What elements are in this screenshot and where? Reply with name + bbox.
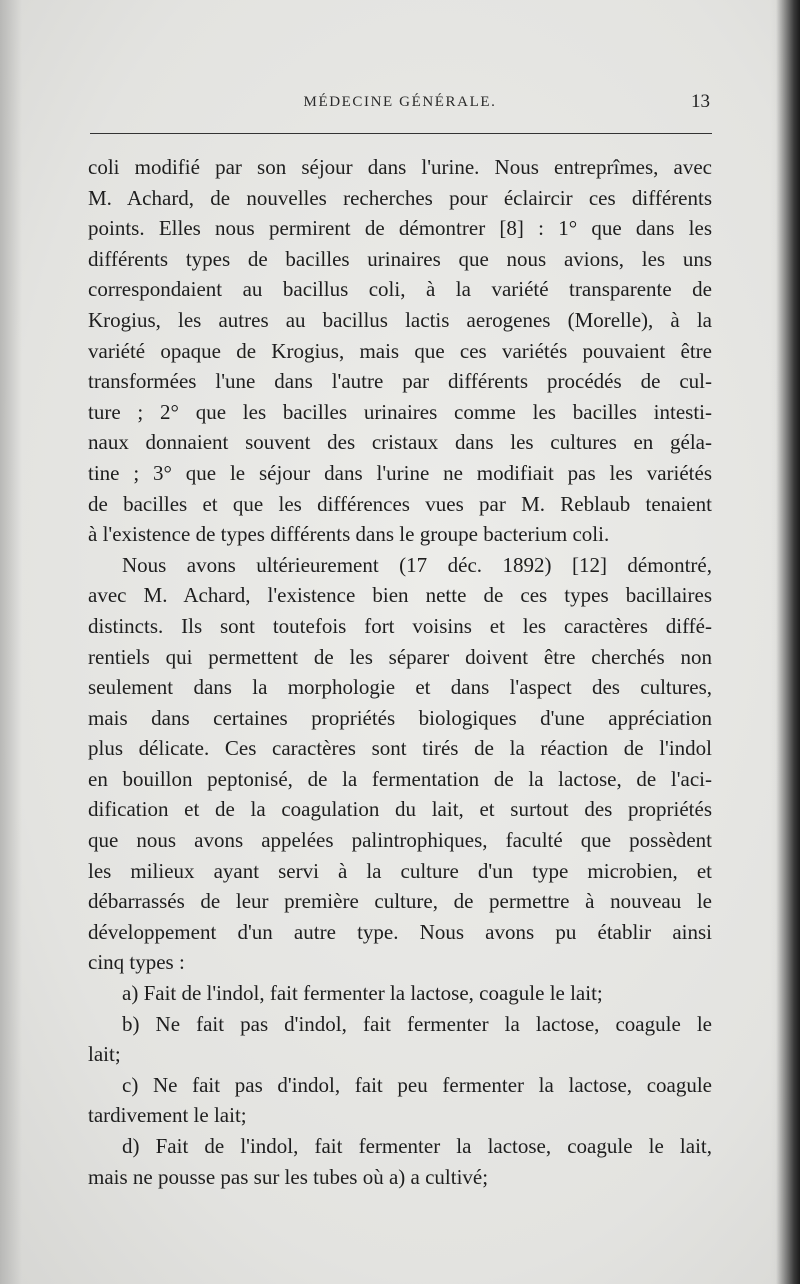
text-line: Nous avons ultérieurement (17 déc. 1892) [12] démontré,: [122, 552, 712, 577]
list-item-d: [88, 1131, 712, 1192]
list-item-a: [88, 978, 712, 1009]
text-line: en bouillon peptonisé, de la fermentation de la lactose, de l'aci-: [88, 766, 712, 791]
text-line: avec M. Achard, l'existence bien nette de ces types bacillaires: [88, 583, 712, 608]
text-line: transformées l'une dans l'autre par différents procédés de cul-: [88, 369, 712, 394]
text-line: variété opaque de Krogius, mais que ces variétés pouvaient être: [88, 338, 712, 363]
header-rule: [90, 133, 712, 134]
text-line: seulement dans la morphologie et dans l'aspect des cultures,: [88, 675, 712, 700]
text-line: à l'existence de types différents dans le groupe bacterium coli.: [88, 522, 610, 547]
text-line: a) Fait de l'indol, fait fermenter la lactose, coagule le lait;: [122, 981, 603, 1006]
page-number: 13: [691, 91, 710, 112]
text-line: de bacilles et que les différences vues par M. Reblaub tenaient: [88, 491, 712, 516]
list-item-c: [88, 1070, 712, 1131]
text-line: mais ne pousse pas sur les tubes où a) a cultivé;: [88, 1164, 489, 1189]
text-line: Krogius, les autres au bacillus lactis aerogenes (Morelle), à la: [88, 307, 712, 332]
text-line: ture ; 2° que les bacilles urinaires comme les bacilles intesti-: [88, 399, 712, 424]
text-line: rentiels qui permettent de les séparer doivent être cherchés non: [88, 644, 712, 669]
text-line: cinq types :: [88, 950, 185, 975]
text-line: d) Fait de l'indol, fait fermenter la lactose, coagule le lait,: [122, 1134, 712, 1158]
running-title: MÉDECINE GÉNÉRALE.: [303, 94, 497, 110]
text-line: développement d'un autre type. Nous avons pu établir ainsi: [88, 919, 712, 944]
text-line: lait;: [88, 1042, 121, 1067]
text-line: distincts. Ils sont toutefois fort voisins et les caractères diffé-: [88, 613, 712, 638]
text-line: différents types de bacilles urinaires que nous avions, les uns: [88, 246, 712, 271]
text-line: M. Achard, de nouvelles recherches pour éclaircir ces différents: [88, 185, 712, 210]
text-line: tardivement le lait;: [88, 1103, 247, 1128]
text-line: points. Elles nous permirent de démontrer [8] : 1° que dans les: [88, 216, 712, 241]
text-line: les milieux ayant servi à la culture d'un type microbien, et: [88, 858, 712, 883]
paragraph-1: [88, 152, 712, 550]
page-body: [88, 152, 712, 1192]
page-edge-shadow: [770, 0, 800, 1284]
text-line: dification et de la coagulation du lait, et surtout des propriétés: [88, 797, 712, 822]
text-line: naux donnaient souvent des cristaux dans les cultures en géla-: [88, 430, 712, 455]
page-header: [90, 91, 710, 124]
text-line: tine ; 3° que le séjour dans l'urine ne modifiait pas les variétés: [88, 460, 712, 485]
text-line: débarrassés de leur première culture, de permettre à nouveau le: [88, 889, 712, 914]
text-line: correspondaient au bacillus coli, à la variété transparente de: [88, 277, 712, 302]
text-line: plus délicate. Ces caractères sont tirés de la réaction de l'indol: [88, 736, 712, 761]
text-line: mais dans certaines propriétés biologiques d'une appréciation: [88, 705, 712, 730]
text-line: c) Ne fait pas d'indol, fait peu fermenter la lactose, coagule: [122, 1072, 712, 1097]
page-gutter-shadow: [0, 0, 22, 1284]
text-line: b) Ne fait pas d'indol, fait fermenter la lactose, coagule le: [122, 1011, 712, 1036]
paragraph-2: [88, 550, 712, 978]
text-line: coli modifié par son séjour dans l'urine. Nous entreprîmes, avec: [88, 155, 712, 179]
text-line: que nous avons appelées palintrophiques, faculté que possèdent: [88, 828, 712, 853]
list-item-b: [88, 1009, 712, 1070]
